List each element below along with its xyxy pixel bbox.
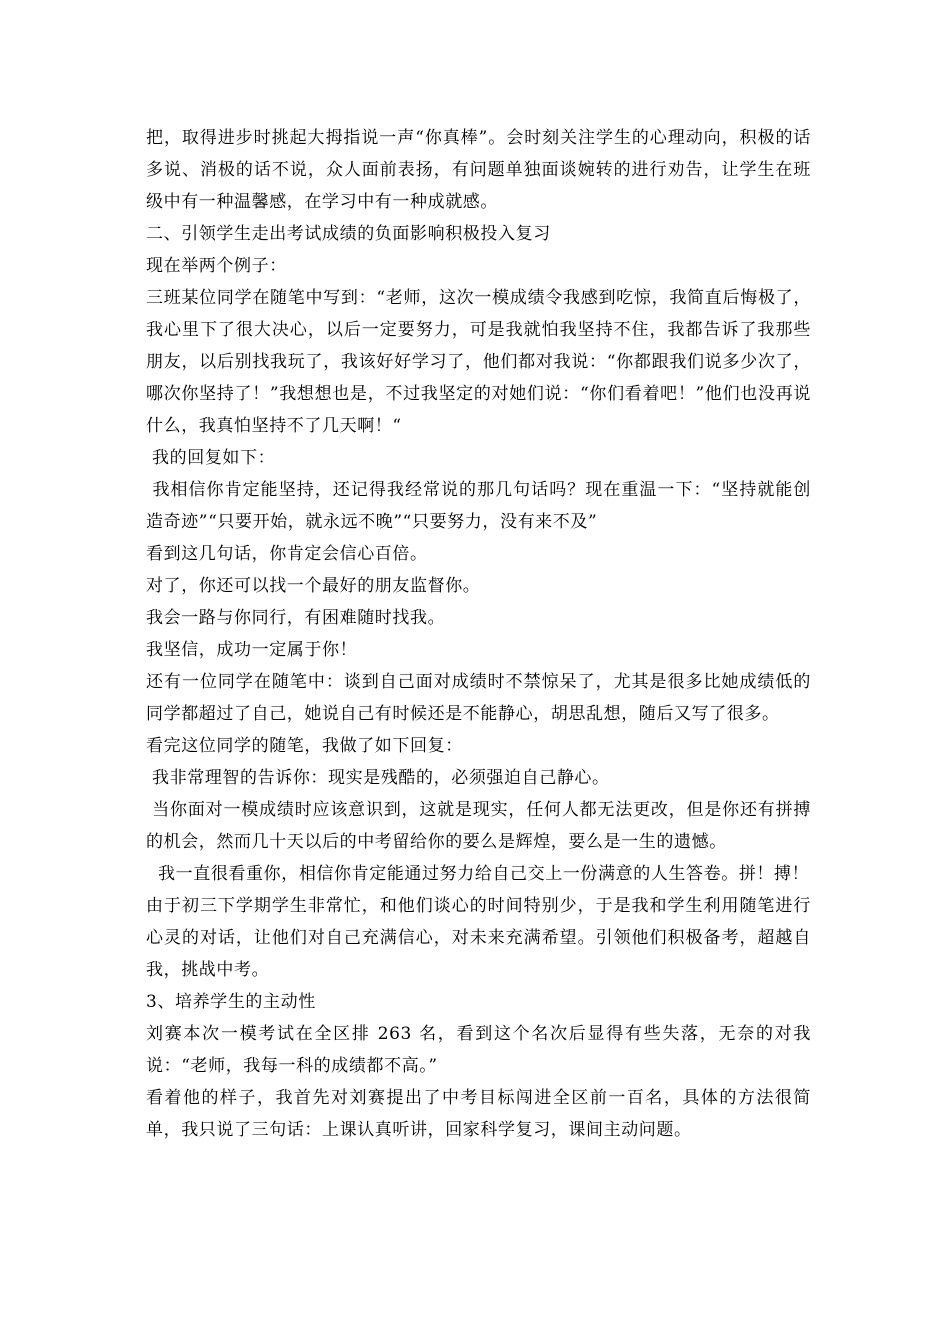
paragraph-reply-persist: 我相信你肯定能坚持，还记得我经常说的那几句话吗？现在重温一下：“坚持就能创造奇迹”“只要开始，就永远不晚”“只要努力，没有来不及” <box>146 480 812 532</box>
section-heading-two: 二、引领学生走出考试成绩的负面影响积极投入复习 <box>146 224 551 244</box>
paragraph-reply-chance: 当你面对一模成绩时应该意识到，这就是现实，任何人都无法更改，但是你还有拼搏的机会，然而几十天以后的中考留给你的要么是辉煌，要么是一生的遗憾。 <box>146 800 811 852</box>
paragraph-student-journal-one: 三班某位同学在随笔中写到：“老师，这次一模成绩令我感到吃惊，我简直后悔极了，我心里下了很大决心，以后一定要努力，可是我就怕我坚持不住，我都告诉了我那些朋友，以后别找我玩了，我该好好学习了，他们都对我说：“你都跟我们说多少次了，哪次你坚持了！”我想想也是，不过我坚定的对她们说：“你们看着吧！”他们也没再说什么，我真怕坚持不了几天啊！“ <box>146 288 811 436</box>
paragraph-reply-reality: 我非常理智的告诉你：现实是残酷的，必须强迫自己静心。 <box>146 768 610 788</box>
paragraph-reply-success: 我坚信，成功一定属于你！ <box>146 640 358 660</box>
paragraph-praise-continued: 把，取得进步时挑起大拇指说一声“你真棒”。会时刻关注学生的心理动向，积极的话多说、消极的话不说，众人面前表扬，有问题单独面谈婉转的进行劝告，让学生在班级中有一种温馨感，在学习中有一种成就感。 <box>146 128 811 212</box>
document-body <box>146 122 811 1146</box>
paragraph-reply-friend: 对了，你还可以找一个最好的朋友监督你。 <box>146 576 481 596</box>
paragraph-examples-intro: 现在举两个例子： <box>146 256 287 276</box>
paragraph-reply-heading: 我的回复如下： <box>146 448 276 468</box>
paragraph-reply-two-heading: 看完这位同学的随笔，我做了如下回复： <box>146 736 463 756</box>
paragraph-liu-sai-goal: 看着他的样子，我首先对刘赛提出了中考目标闯进全区前一百名，具体的方法很简单，我只说了三句话：上课认真听讲，回家科学复习，课间主动问题。 <box>146 1088 811 1140</box>
paragraph-student-journal-two: 还有一位同学在随笔中：谈到自己面对成绩时不禁惊呆了，尤其是很多比她成绩低的同学都超过了自己，她说自己有时候还是不能静心，胡思乱想，随后又写了很多。 <box>146 672 811 724</box>
section-heading-three: 3、培养学生的主动性 <box>146 992 316 1012</box>
paragraph-reply-confidence: 看到这几句话，你肯定会信心百倍。 <box>146 544 428 564</box>
paragraph-reply-trust: 我一直很看重你，相信你肯定能通过努力给自己交上一份满意的人生答卷。拼！搏！ <box>146 864 810 884</box>
paragraph-liu-sai-rank: 刘赛本次一模考试在全区排 263 名，看到这个名次后显得有些失落，无奈的对我说：“老师，我每一科的成绩都不高。” <box>146 1024 811 1076</box>
paragraph-reply-together: 我会一路与你同行，有困难随时找我。 <box>146 608 446 628</box>
paragraph-journal-dialogue: 由于初三下学期学生非常忙，和他们谈心的时间特别少，于是我和学生利用随笔进行心灵的对话，让他们对自己充满信心，对未来充满希望。引领他们积极备考，超越自我，挑战中考。 <box>146 896 811 980</box>
